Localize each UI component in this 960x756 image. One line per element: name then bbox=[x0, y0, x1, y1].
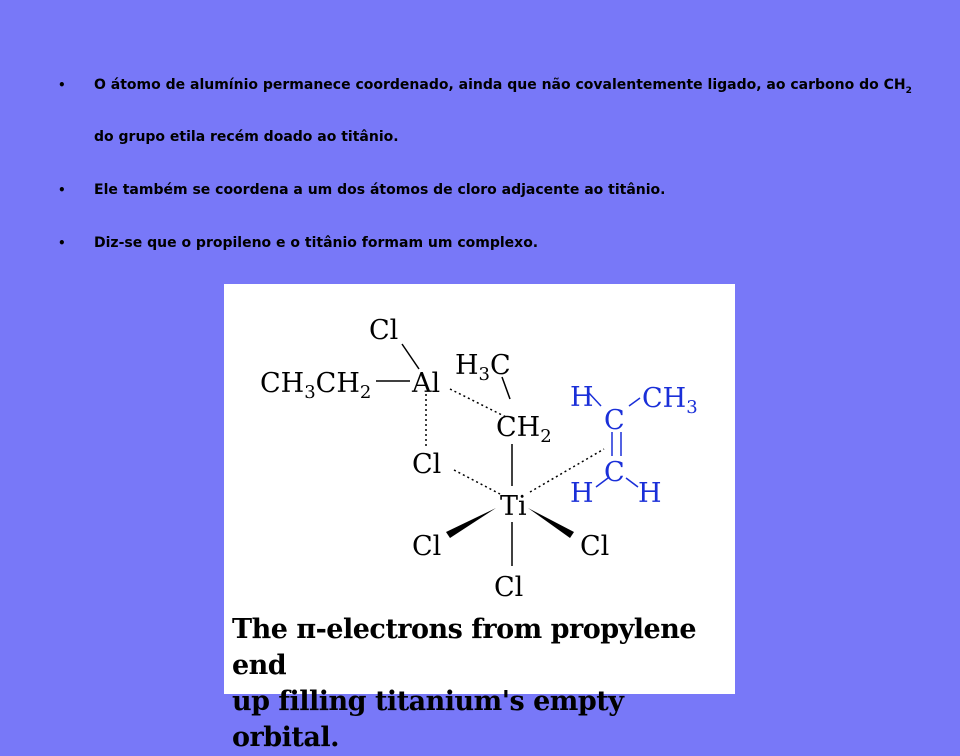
pi-symbol: π bbox=[296, 614, 316, 645]
bullet-text: Ele também se coordena a um dos átomos de cloro adjacente ao titânio. bbox=[94, 181, 666, 198]
atom-h3c: $H_3C$ bbox=[455, 350, 511, 385]
caption-line-2: up filling titanium's empty orbital. bbox=[232, 686, 624, 753]
bullet-item bbox=[58, 167, 938, 213]
bond-cl-al bbox=[402, 344, 419, 369]
atom-ch3-right: $CH_3$ bbox=[642, 383, 698, 418]
atom-ethyl: $CH_3CH_2$ bbox=[260, 368, 372, 403]
atom-h-top: H bbox=[570, 382, 594, 413]
wedge-ti-cl-right bbox=[528, 508, 574, 538]
bullet-text-continued: do grupo etila recém doado ao titânio. bbox=[94, 128, 399, 145]
atom-cl-bottom: Cl bbox=[494, 572, 524, 603]
bullet-text: O átomo de alumínio permanece coordenado, ainda que não covalentemente ligado, ao carbono do $CH_2$ bbox=[94, 77, 912, 96]
bullet-dot: • bbox=[58, 235, 66, 250]
bond-c-ch3 bbox=[629, 398, 640, 406]
atom-cl-left: Cl bbox=[412, 531, 442, 562]
atom-cl-top: Cl bbox=[369, 315, 399, 346]
atom-al: Al bbox=[412, 368, 441, 399]
bullet-dot: • bbox=[58, 78, 66, 92]
caption-line-1: The π-electrons from propylene end bbox=[232, 614, 697, 681]
atom-h-br: H bbox=[638, 478, 662, 509]
atom-cl-mid: Cl bbox=[412, 449, 442, 480]
molecule-diagram bbox=[224, 284, 735, 604]
atom-ch2: $CH_2$ bbox=[496, 412, 552, 447]
atom-h-bl: H bbox=[570, 478, 594, 509]
bond-cl-ti-dashed bbox=[454, 470, 500, 494]
atom-c-bottom: C bbox=[604, 457, 625, 488]
diagram-caption bbox=[232, 612, 732, 756]
atom-c-top: C bbox=[604, 405, 625, 436]
wedge-ti-cl-left bbox=[446, 508, 496, 538]
bullet-item bbox=[58, 220, 938, 266]
bullet-list bbox=[58, 62, 938, 273]
atom-ti: Ti bbox=[500, 491, 527, 522]
bullet-item bbox=[58, 62, 938, 160]
atom-cl-right: Cl bbox=[580, 531, 610, 562]
diagram-panel bbox=[224, 284, 735, 753]
bullet-dot: • bbox=[58, 182, 66, 197]
bullet-text: Diz-se que o propileno e o titânio formam um complexo. bbox=[94, 234, 539, 251]
bond-c-h-right bbox=[626, 478, 638, 487]
